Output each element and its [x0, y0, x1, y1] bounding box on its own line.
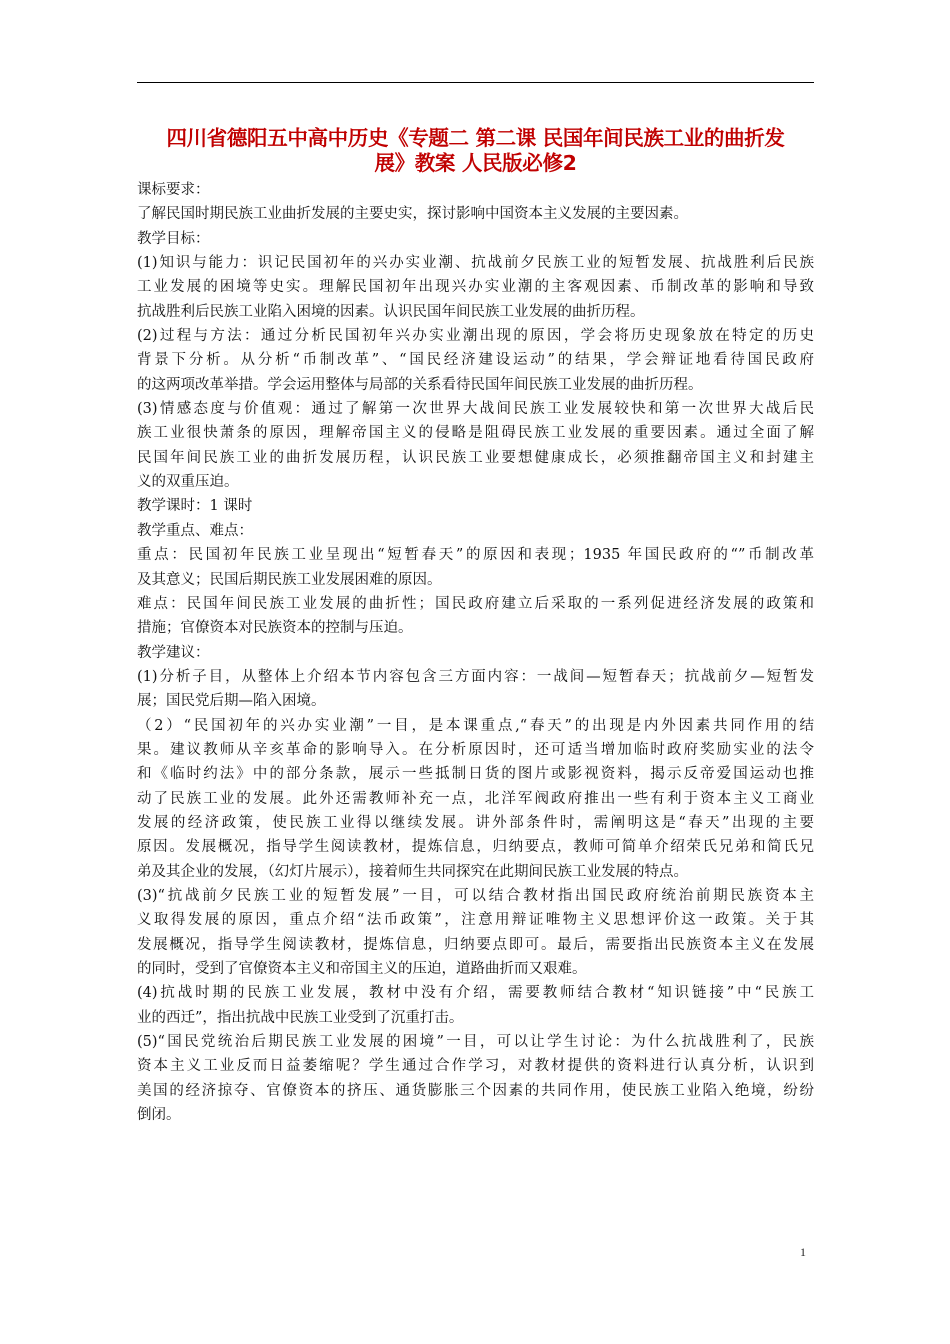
- text-line: (1)知识与能力：识记民国初年的兴办实业潮、抗战前夕民族工业的短暂发展、抗战胜利后民族: [137, 255, 814, 272]
- heading-suggestions: 教学建议：: [137, 644, 210, 661]
- text-line: 弟及其企业的发展，（幻灯片展示），接着师生共同探究在此期间民族工业发展的特点。: [137, 863, 688, 880]
- text-line: 倒闭。: [137, 1107, 181, 1124]
- text-line: 义取得发展的原因，重点介绍“法币政策”，注意用辩证唯物主义思想评价这一政策。关于其: [137, 912, 814, 929]
- text-line: 果。建议教师从辛亥革命的影响导入。在分析原因时，还可适当增加临时政府奖励实业的法令: [137, 741, 814, 758]
- heading-objectives: 教学目标：: [137, 230, 210, 247]
- text-line: 的同时，受到了官僚资本主义和帝国主义的压迫，道路曲折而又艰难。: [137, 961, 587, 977]
- text-line: 难点：民国年间民族工业发展的曲折性；国民政府建立后采取的一系列促进经济发展的政策和: [137, 595, 814, 612]
- text-line: 工业发展的困境等史实。理解民国初年出现兴办实业潮的主客观因素、币制改革的影响和导致: [137, 279, 814, 296]
- text-line: 动了民族工业的发展。此外还需教师补充一点，北洋军阀政府推出一些有利于资本主义工商业: [137, 790, 814, 807]
- text-line: (5)“国民党统治后期民族工业发展的困境”一目，可以让学生讨论：为什么抗战胜利了，民族: [137, 1034, 814, 1051]
- text-line: 发展概况，指导学生阅读教材，提炼信息，归纳要点即可。最后，需要指出民族资本主义在发展: [137, 936, 814, 953]
- document-body: [137, 178, 814, 1127]
- text-line: (3)“抗战前夕民族工业的短暂发展”一目，可以结合教材指出国民政府统治前期民族资本主: [137, 887, 814, 904]
- title-line: 四川省德阳五中高中历史《专题二 第二课 民国年间民族工业的曲折发: [166, 126, 785, 150]
- text-line: (3)情感态度与价值观：通过了解第一次世界大战间民族工业发展较快和第一次世界大战后民: [137, 401, 814, 418]
- text-line: 义的双重压迫。: [137, 474, 239, 491]
- text-line: 的这两项改革举措。学会运用整体与局部的关系看待民国年间民族工业发展的曲折历程。: [137, 376, 703, 393]
- text-line: 重点：民国初年民族工业呈现出“短暂春天”的原因和表现；1935 年国民政府的“”币制改革: [137, 547, 814, 564]
- text-line: (2)过程与方法：通过分析民国初年兴办实业潮出现的原因，学会将历史现象放在特定的历史: [137, 328, 814, 345]
- document-title: [137, 126, 814, 176]
- text-line: (4)抗战时期的民族工业发展，教材中没有介绍，需要教师结合教材“知识链接”中“民族工: [137, 985, 814, 1002]
- text-line: 民国年间民族工业的曲折发展历程，认识民族工业要想健康成长，必须推翻帝国主义和封建主: [137, 449, 814, 466]
- text-line: 抗战胜利后民族工业陷入困境的因素。认识民国年间民族工业发展的曲折历程。: [137, 303, 645, 320]
- heading-curriculum: 课标要求：: [137, 182, 210, 198]
- text-line: 美国的经济掠夺、官僚资本的挤压、通货膨胀三个因素的共同作用，使民族工业陷入绝境，纷纷: [137, 1082, 814, 1099]
- text-line: 背景下分析。从分析“币制改革”、“国民经济建设运动”的结果，学会辩证地看待国民政府: [137, 352, 814, 369]
- heading-key-points: 教学重点、难点：: [137, 522, 253, 539]
- text-line: 族工业很快萧条的原因，理解帝国主义的侵略是阻碍民族工业发展的重要因素。通过全面了解: [137, 425, 814, 442]
- text-line: 及其意义；民国后期民族工业发展困难的原因。: [137, 571, 442, 588]
- text-line: 展；国民党后期—陷入困境。: [137, 693, 326, 710]
- page-number: 1: [800, 1245, 806, 1259]
- text-line: 了解民国时期民族工业曲折发展的主要史实，探讨影响中国资本主义发展的主要因素。: [137, 206, 688, 223]
- text-line: 措施；官僚资本对民族资本的控制与压迫。: [137, 620, 413, 637]
- text-line: 资本主义工业反而日益萎缩呢？学生通过合作学习，对教材提供的资料进行认真分析，认识到: [137, 1058, 814, 1075]
- text-line: 业的西迁”，指出抗战中民族工业受到了沉重打击。: [137, 1009, 464, 1026]
- text-line: 发展的经济政策，使民族工业得以继续发展。讲外部条件时，需阐明这是“春天”出现的主要: [137, 814, 814, 831]
- text-line: 和《临时约法》中的部分条款，展示一些抵制日货的图片或影视资料，揭示反帝爱国运动也推: [137, 766, 814, 783]
- header-rule: [137, 82, 814, 83]
- heading-class-hours: 教学课时：1 课时: [137, 498, 253, 515]
- text-line: 原因。发展概况，指导学生阅读教材，提炼信息，归纳要点，教师可简单介绍荣氏兄弟和简氏兄: [137, 839, 814, 856]
- title-line: 展》教案 人民版必修2: [374, 151, 577, 175]
- text-line: （2）“民国初年的兴办实业潮”一目，是本课重点,“春天”的出现是内外因素共同作用的结: [137, 717, 814, 734]
- text-line: (1)分析子目，从整体上介绍本节内容包含三方面内容：一战间—短暂春天；抗战前夕—短暂发: [137, 668, 814, 685]
